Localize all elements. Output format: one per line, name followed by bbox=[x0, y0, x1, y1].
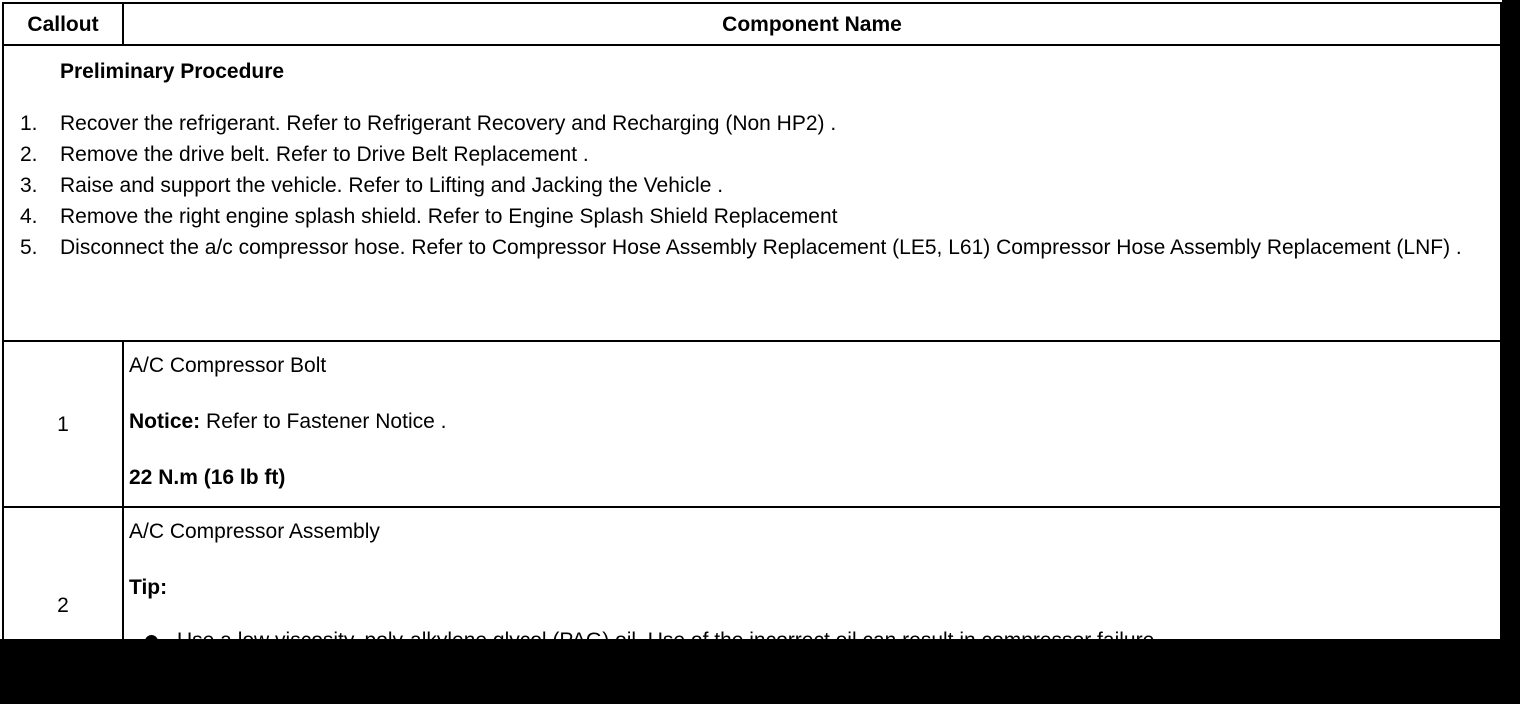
list-item bbox=[129, 656, 1490, 687]
list-item bbox=[20, 232, 1490, 263]
procedure-table bbox=[2, 2, 1502, 704]
step-text: Disconnect the a/c compressor hose. Refer to Compressor Hose Assembly Replacement (LE5, L61) Compressor Hose Assembly Replacement (LNF) . bbox=[60, 236, 1462, 259]
step-text: Remove the drive belt. Refer to Drive Belt Replacement . bbox=[60, 143, 589, 166]
step-text: Remove the right engine splash shield. Refer to Engine Splash Shield Replacement bbox=[60, 205, 838, 228]
component-name-header: Component Name bbox=[123, 3, 1501, 45]
bullet-icon bbox=[145, 666, 158, 679]
step-number: 2. bbox=[20, 143, 38, 166]
preliminary-procedure-cell bbox=[3, 45, 1501, 341]
component-cell bbox=[123, 507, 1501, 703]
list-item bbox=[20, 139, 1490, 170]
callout-header: Callout bbox=[3, 3, 123, 45]
step-number: 3. bbox=[20, 174, 38, 197]
list-item bbox=[129, 625, 1490, 656]
step-text: Raise and support the vehicle. Refer to Lifting and Jacking the Vehicle . bbox=[60, 174, 724, 197]
list-item bbox=[20, 170, 1490, 201]
table-row bbox=[3, 507, 1501, 703]
component-name: A/C Compressor Assembly bbox=[129, 520, 380, 543]
step-text: Recover the refrigerant. Refer to Refrigerant Recovery and Recharging (Non HP2) . bbox=[60, 112, 837, 135]
tip-text: When replacing the A/C compressor, balance the compressor. Refer to Compressor Oil Balancing . bbox=[177, 660, 1095, 683]
component-cell bbox=[123, 341, 1501, 507]
callout-number: 1 bbox=[3, 341, 123, 507]
notice-paragraph bbox=[129, 406, 1490, 437]
notice-text: Refer to Fastener Notice . bbox=[200, 410, 447, 433]
preliminary-steps-list bbox=[20, 108, 1490, 263]
notice-label: Notice: bbox=[129, 410, 201, 433]
list-item bbox=[20, 108, 1490, 139]
step-number: 1. bbox=[20, 112, 38, 135]
tips-list bbox=[129, 625, 1490, 687]
header-row bbox=[3, 3, 1501, 45]
step-number: 5. bbox=[20, 236, 38, 259]
preliminary-procedure-title: Preliminary Procedure bbox=[60, 60, 285, 83]
tip-label: Tip: bbox=[129, 576, 168, 599]
table-row bbox=[3, 341, 1501, 507]
preliminary-row bbox=[3, 45, 1501, 341]
tip-text: Use a low viscosity, poly-alkylene glycol (PAG) oil. Use of the incorrect oil can result in compressor failure. bbox=[177, 629, 1161, 652]
step-number: 4. bbox=[20, 205, 38, 228]
torque-spec: 22 N.m (16 lb ft) bbox=[129, 466, 286, 489]
component-name: A/C Compressor Bolt bbox=[129, 354, 327, 377]
callout-number: 2 bbox=[3, 507, 123, 703]
list-item bbox=[20, 201, 1490, 232]
